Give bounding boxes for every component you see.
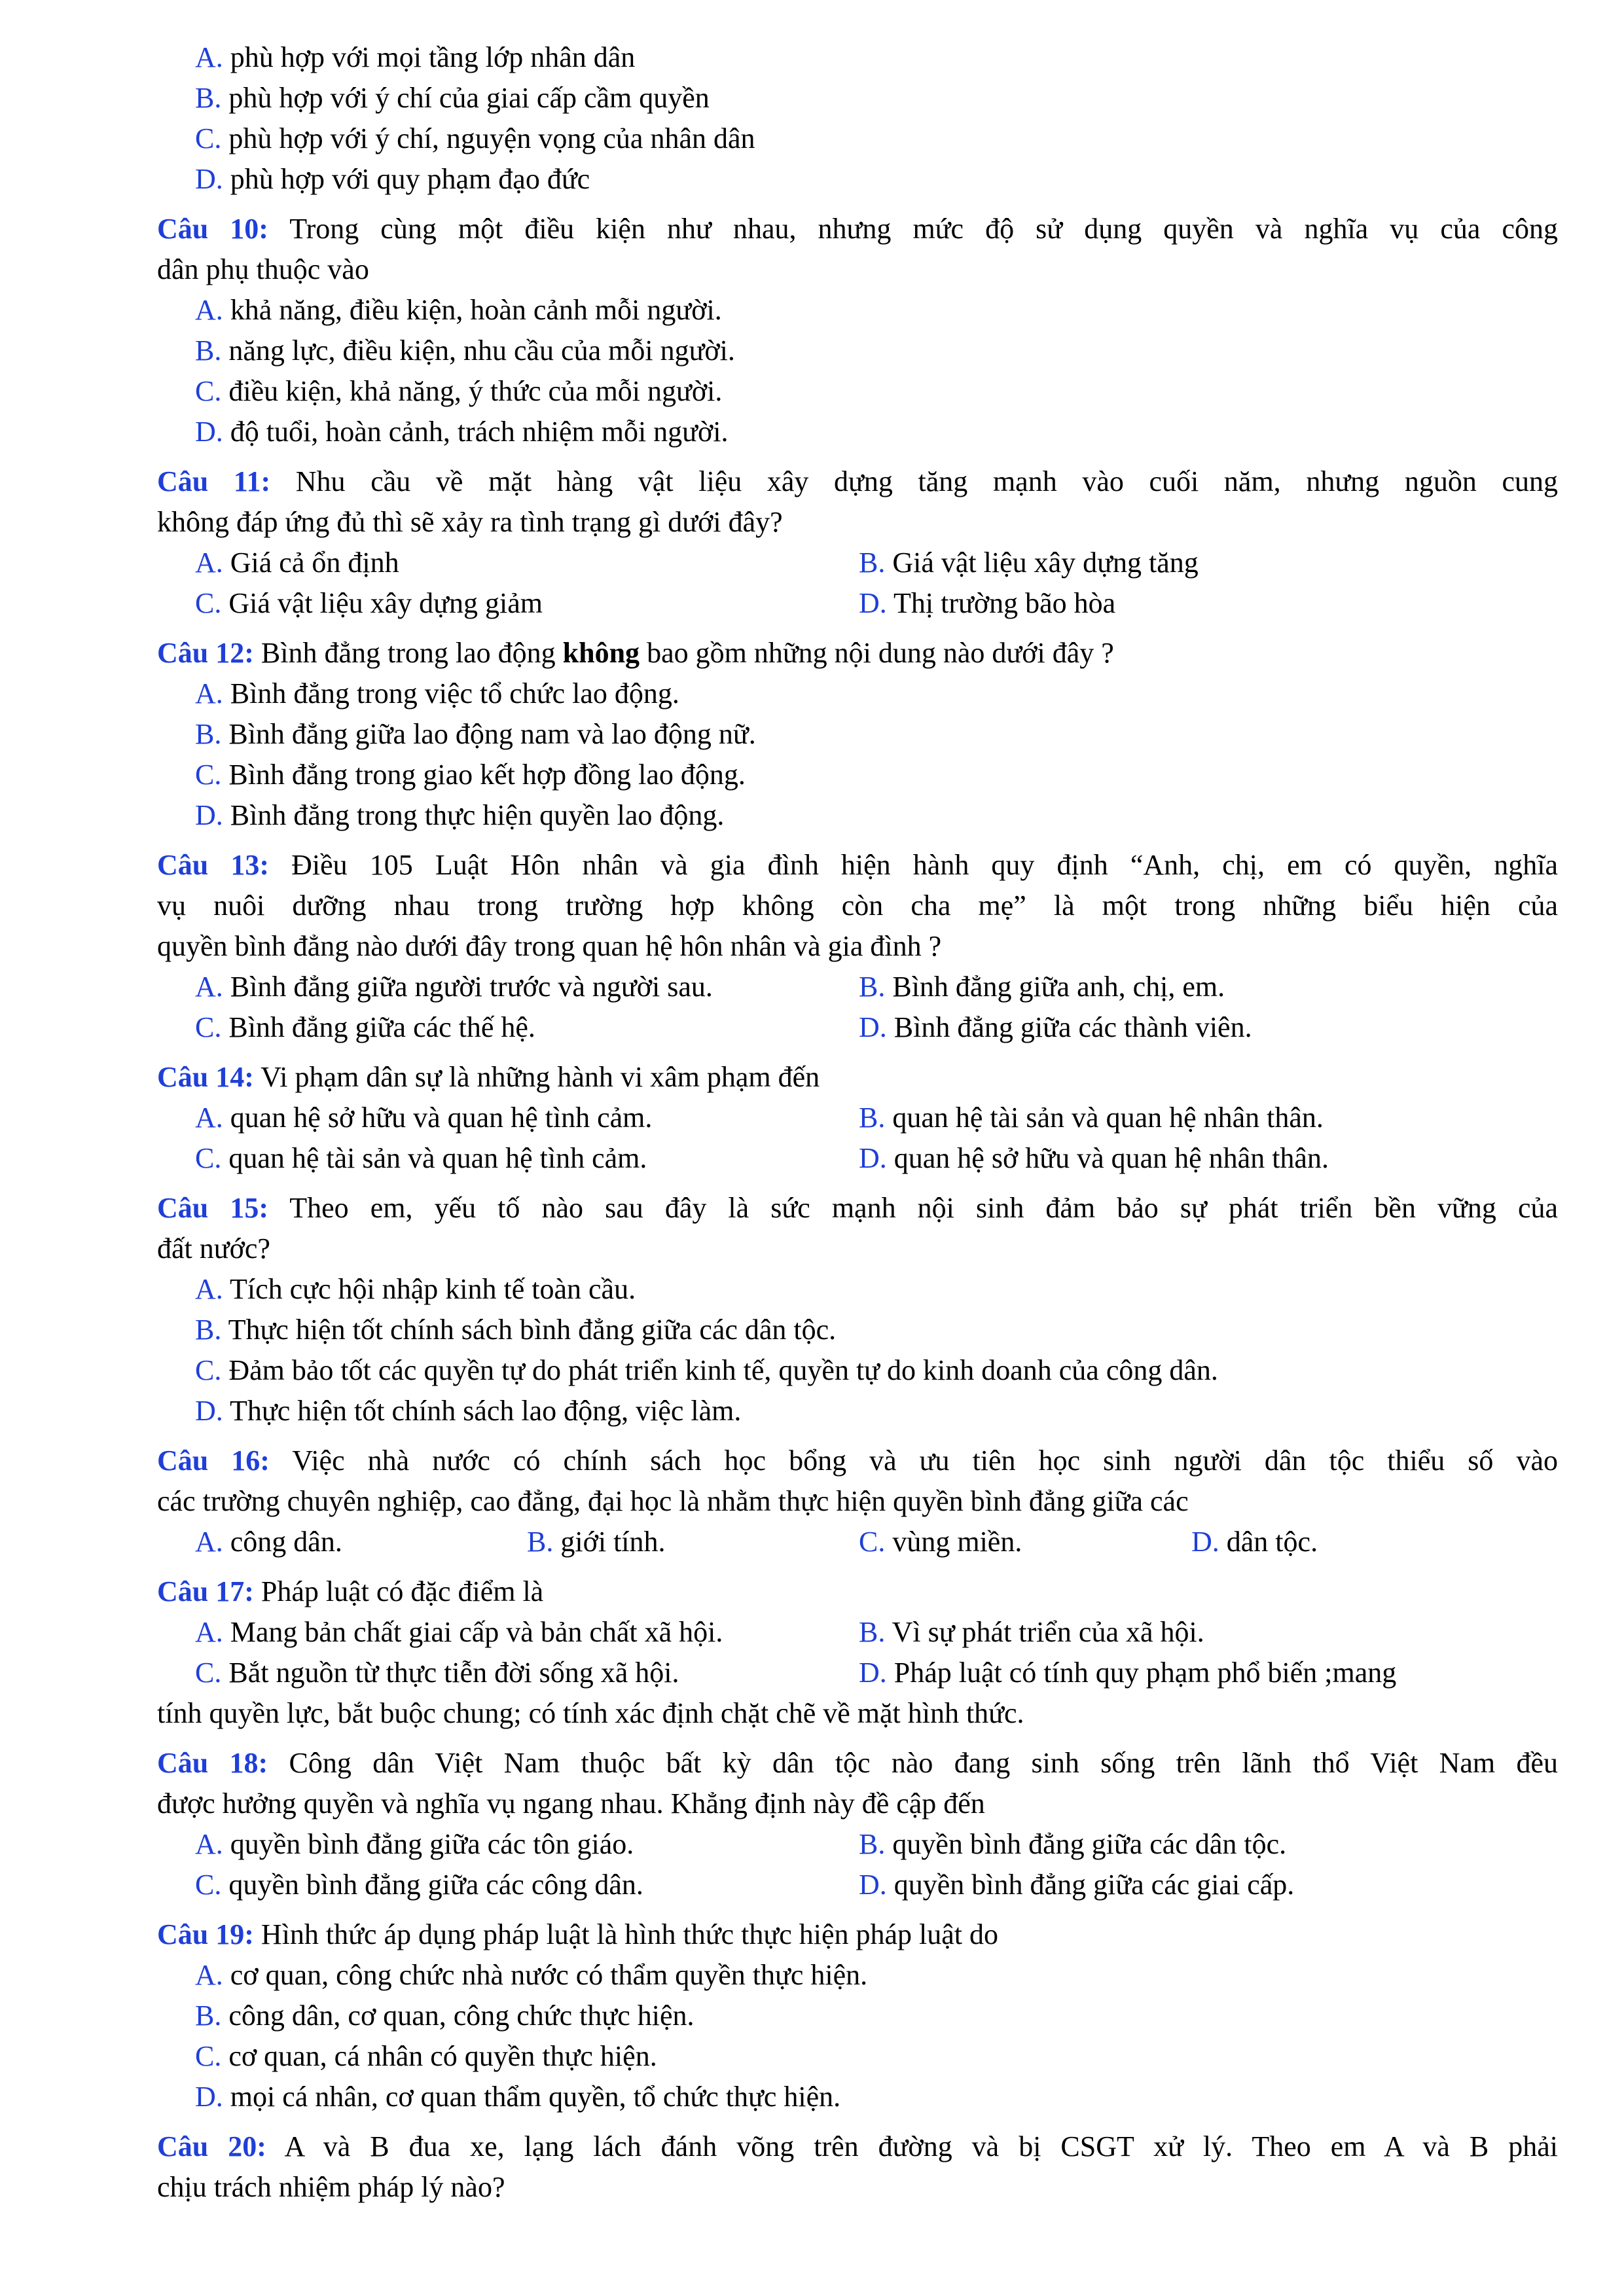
option-letter: B. [195, 1314, 222, 1346]
answer-option [195, 1618, 723, 1647]
answer-option [195, 1103, 652, 1132]
option-text: phù hợp với mọi tầng lớp nhân dân [223, 41, 636, 73]
option-letter: A. [195, 1959, 223, 1991]
answer-option [195, 43, 635, 72]
option-text: phù hợp với ý chí của giai cấp cầm quyền [221, 82, 710, 114]
option-text: quyền bình đẳng giữa các công dân. [221, 1869, 643, 1901]
option-letter: A. [195, 294, 223, 326]
answer-option [527, 1528, 666, 1556]
option-text-cont: tính quyền lực, bắt buộc chung; có tính xác định chặt chẽ về mặt hình thức. [157, 1697, 1024, 1729]
question-number: Câu 17: [157, 1575, 254, 1607]
answer-option [195, 84, 710, 113]
option-letter: C. [195, 1869, 222, 1901]
answer-option [195, 1830, 634, 1859]
option-letter: B. [859, 1828, 886, 1860]
answer-option [1191, 1528, 1318, 1556]
option-letter: B. [859, 971, 886, 1003]
answer-option [859, 1871, 1294, 1899]
option-letter: D. [195, 416, 223, 448]
option-letter: A. [195, 1616, 223, 1648]
answer-option [195, 761, 746, 789]
question-stem-cont: đất nước? [157, 1232, 270, 1265]
option-text: Bình đẳng giữa lao động nam và lao động nữ. [221, 718, 756, 750]
option-letter: B. [859, 547, 886, 579]
answer-option [195, 124, 755, 153]
answer-option [195, 679, 679, 708]
option-text: Giá cả ổn định [223, 547, 399, 579]
question-number: Câu 15: [157, 1192, 268, 1224]
option-text: Thực hiện tốt chính sách bình đẳng giữa các dân tộc. [221, 1314, 837, 1346]
option-text: Bình đẳng giữa các thế hệ. [221, 1011, 535, 1043]
question-number: Câu 18: [157, 1747, 268, 1779]
option-letter: D. [195, 1395, 223, 1427]
option-letter: B. [527, 1526, 554, 1558]
option-text: cơ quan, cá nhân có quyền thực hiện. [221, 2040, 657, 2072]
option-text: Bình đẳng giữa các thành viên. [886, 1011, 1252, 1043]
answer-option [195, 336, 735, 365]
option-letter: A. [195, 1828, 223, 1860]
option-text: quan hệ sở hữu và quan hệ tình cảm. [223, 1102, 653, 1134]
option-letter: A. [195, 1102, 223, 1134]
option-text: quyền bình đẳng giữa các tôn giáo. [223, 1828, 634, 1860]
question-number: Câu 16: [157, 1444, 270, 1477]
option-text: Bình đẳng giữa anh, chị, em. [885, 971, 1225, 1003]
answer-option [195, 1397, 741, 1426]
option-text: cơ quan, công chức nhà nước có thẩm quyền thực hiện. [223, 1959, 868, 1991]
option-text: Thực hiện tốt chính sách lao động, việc làm. [223, 1395, 742, 1427]
option-letter: B. [195, 82, 222, 114]
option-text: Bình đẳng trong thực hiện quyền lao động. [223, 799, 725, 831]
option-letter: B. [195, 718, 222, 750]
answer-option [859, 1528, 1022, 1556]
answer-option [859, 1144, 1329, 1173]
answer-option [195, 418, 729, 446]
option-letter: A. [195, 547, 223, 579]
question-stem: Câu 17: Pháp luật có đặc điểm là [157, 1575, 544, 1607]
answer-option [195, 296, 722, 325]
question-stem-cont: được hưởng quyền và nghĩa vụ ngang nhau. Khẳng định này đề cập đến [157, 1787, 985, 1820]
option-text: Tích cực hội nhập kinh tế toàn cầu. [223, 1273, 636, 1305]
option-letter: C. [195, 1142, 222, 1174]
answer-option [195, 589, 543, 618]
answer-option [195, 1871, 643, 1899]
question-stem: Câu 10: Trong cùng một điều kiện như nhau, nhưng mức độ sử dụng quyền và nghĩa vụ của công [157, 213, 1558, 245]
option-text: công dân. [223, 1526, 342, 1558]
option-text: Pháp luật có tính quy phạm phổ biến ;mang [886, 1657, 1397, 1689]
answer-option [859, 1830, 1286, 1859]
option-text: Đảm bảo tốt các quyền tự do phát triển kinh tế, quyền tự do kinh doanh của công dân. [221, 1354, 1218, 1386]
question-stem-cont: vụ nuôi dưỡng nhau trong trường hợp không còn cha mẹ” là một trong những biểu hiện của [157, 889, 1558, 922]
answer-option [195, 1961, 867, 1990]
question-stem-cont: không đáp ứng đủ thì sẽ xảy ra tình trạng gì dưới đây? [157, 506, 783, 538]
option-letter: C. [195, 1011, 222, 1043]
question-stem: Câu 16: Việc nhà nước có chính sách học bổng và ưu tiên học sinh người dân tộc thiểu số vào [157, 1444, 1559, 1477]
answer-option [859, 548, 1199, 577]
answer-option [195, 1013, 535, 1042]
option-letter: D. [859, 1142, 887, 1174]
option-letter: D. [859, 587, 887, 619]
option-letter: A. [195, 41, 223, 73]
answer-option [195, 2001, 695, 2030]
question-number: Câu 10: [157, 213, 268, 245]
option-text: Vì sự phát triển của xã hội. [885, 1616, 1204, 1648]
option-letter: C. [195, 375, 222, 407]
answer-option [859, 1618, 1204, 1647]
option-text: quyền bình đẳng giữa các dân tộc. [885, 1828, 1287, 1860]
answer-option [859, 589, 1115, 618]
option-text: độ tuổi, hoàn cảnh, trách nhiệm mỗi người. [223, 416, 729, 448]
question-stem: Câu 13: Điều 105 Luật Hôn nhân và gia đình hiện hành quy định “Anh, chị, em có quyền, nghĩa [157, 849, 1559, 881]
question-number: Câu 14: [157, 1061, 254, 1093]
option-letter: C. [859, 1526, 886, 1558]
question-stem: Câu 18: Công dân Việt Nam thuộc bất kỳ dân tộc nào đang sinh sống trên lãnh thổ Việt Nam đều [157, 1747, 1558, 1779]
option-text: mọi cá nhân, cơ quan thẩm quyền, tổ chức thực hiện. [223, 2081, 841, 2113]
question-stem-cont: các trường chuyên nghiệp, cao đẳng, đại học là nhằm thực hiện quyền bình đẳng giữa các [157, 1485, 1189, 1517]
answer-option [859, 973, 1225, 1001]
option-letter: B. [859, 1102, 886, 1134]
question-number: Câu 19: [157, 1918, 254, 1950]
option-text: vùng miền. [885, 1526, 1022, 1558]
option-letter: D. [195, 163, 223, 195]
question-number: Câu 11: [157, 465, 271, 497]
option-text: Bình đẳng giữa người trước và người sau. [223, 971, 713, 1003]
option-text: giới tính. [553, 1526, 666, 1558]
option-letter: B. [859, 1616, 886, 1648]
option-letter: A. [195, 1273, 223, 1305]
option-text: quyền bình đẳng giữa các giai cấp. [886, 1869, 1295, 1901]
option-text: Thị trường bão hòa [886, 587, 1116, 619]
option-letter: C. [195, 122, 222, 154]
option-text: quan hệ tài sản và quan hệ nhân thân. [885, 1102, 1324, 1134]
answer-option [195, 2083, 840, 2111]
answer-option [195, 1275, 636, 1304]
question-stem: Câu 12: Bình đẳng trong lao động không bao gồm những nội dung nào dưới đây ? [157, 637, 1114, 669]
answer-option [195, 1528, 342, 1556]
option-text: phù hợp với ý chí, nguyện vọng của nhân dân [221, 122, 755, 154]
option-letter: A. [195, 677, 223, 709]
option-text: phù hợp với quy phạm đạo đức [223, 163, 590, 195]
option-letter: C. [195, 587, 222, 619]
answer-option [195, 1356, 1218, 1385]
option-letter: B. [195, 2000, 222, 2032]
option-text: quan hệ sở hữu và quan hệ nhân thân. [886, 1142, 1329, 1174]
question-stem-cont: chịu trách nhiệm pháp lý nào? [157, 2171, 505, 2203]
emphasis-negation: không [562, 637, 640, 669]
question-number: Câu 13: [157, 849, 270, 881]
answer-option [195, 720, 756, 749]
answer-option [859, 1013, 1252, 1042]
option-letter: C. [195, 2040, 222, 2072]
question-stem-cont: quyền bình đẳng nào dưới đây trong quan hệ hôn nhân và gia đình ? [157, 930, 942, 962]
option-letter: D. [195, 799, 223, 831]
option-text: công dân, cơ quan, công chức thực hiện. [221, 2000, 695, 2032]
option-text: Mang bản chất giai cấp và bản chất xã hội. [223, 1616, 723, 1648]
option-text: năng lực, điều kiện, nhu cầu của mỗi người. [221, 334, 735, 367]
answer-option [195, 801, 724, 830]
option-text: Bình đẳng trong việc tổ chức lao động. [223, 677, 679, 709]
option-text: Giá vật liệu xây dựng tăng [885, 547, 1199, 579]
option-text: Bình đẳng trong giao kết hợp đồng lao động. [221, 759, 746, 791]
option-letter: C. [195, 1354, 222, 1386]
option-letter: D. [859, 1657, 887, 1689]
option-letter: D. [195, 2081, 223, 2113]
question-stem-cont: dân phụ thuộc vào [157, 253, 369, 285]
option-letter: B. [195, 334, 222, 367]
answer-option [195, 1144, 647, 1173]
option-text: khả năng, điều kiện, hoàn cảnh mỗi người. [223, 294, 722, 326]
answer-option [195, 2042, 657, 2071]
option-letter: C. [195, 1657, 222, 1689]
option-letter: C. [195, 759, 222, 791]
option-text: Bắt nguồn từ thực tiễn đời sống xã hội. [221, 1657, 679, 1689]
question-stem: Câu 11: Nhu cầu về mặt hàng vật liệu xây dựng tăng mạnh vào cuối năm, nhưng nguồn cung [157, 465, 1558, 497]
option-text: quan hệ tài sản và quan hệ tình cảm. [221, 1142, 647, 1174]
option-text: điều kiện, khả năng, ý thức của mỗi người. [221, 375, 723, 407]
answer-option [195, 377, 722, 406]
question-number: Câu 20: [157, 2130, 266, 2162]
answer-option [859, 1659, 1396, 1687]
option-text: dân tộc. [1219, 1526, 1318, 1558]
question-stem: Câu 14: Vi phạm dân sự là những hành vi xâm phạm đến [157, 1061, 820, 1093]
option-text: Giá vật liệu xây dựng giảm [221, 587, 543, 619]
option-letter: A. [195, 971, 223, 1003]
answer-option [195, 1316, 836, 1344]
question-number: Câu 12: [157, 637, 254, 669]
answer-option [195, 1659, 679, 1687]
option-letter: D. [1191, 1526, 1219, 1558]
option-letter: A. [195, 1526, 223, 1558]
question-stem: Câu 15: Theo em, yếu tố nào sau đây là sức mạnh nội sinh đảm bảo sự phát triển bền vững của [157, 1192, 1559, 1224]
answer-option [195, 165, 590, 194]
answer-option [195, 548, 399, 577]
question-stem: Câu 19: Hình thức áp dụng pháp luật là hình thức thực hiện pháp luật do [157, 1918, 998, 1950]
answer-option [859, 1103, 1324, 1132]
option-letter: D. [859, 1869, 887, 1901]
answer-option [195, 973, 713, 1001]
option-letter: D. [859, 1011, 887, 1043]
question-stem: Câu 20: A và B đua xe, lạng lách đánh võng trên đường và bị CSGT xử lý. Theo em A và B phải [157, 2130, 1558, 2162]
